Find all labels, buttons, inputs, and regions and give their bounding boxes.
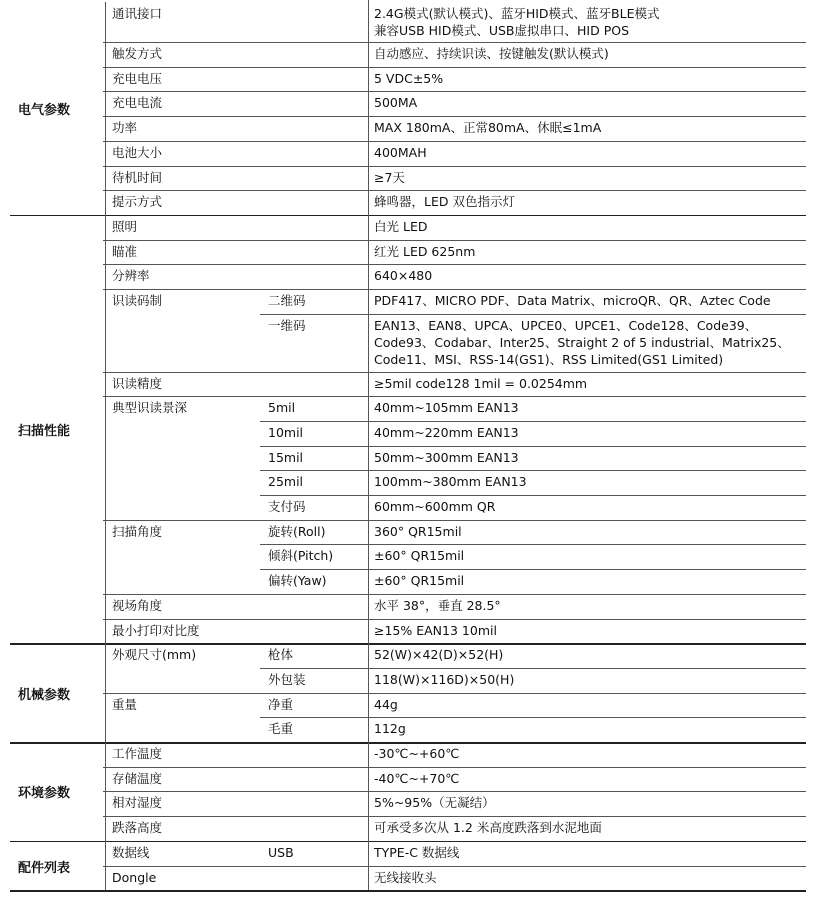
section-divider xyxy=(10,890,806,892)
row-divider xyxy=(103,67,806,68)
row-label: 外观尺寸(mm) xyxy=(112,647,197,663)
row-divider xyxy=(103,289,806,290)
row-divider xyxy=(260,668,806,669)
row-sub-label: 支付码 xyxy=(268,499,306,514)
row-value: PDF417、MICRO PDF、Data Matrix、microQR、QR、Aztec Code xyxy=(374,293,771,308)
row-label: 充电电压 xyxy=(112,70,163,86)
row-divider xyxy=(103,693,806,694)
row-value: ±60° QR15mil xyxy=(374,573,465,589)
section-divider xyxy=(10,643,806,645)
row-value: 360° QR15mil xyxy=(374,523,462,539)
row-label: 典型识读景深 xyxy=(112,400,188,416)
row-divider xyxy=(103,520,806,521)
column-divider xyxy=(105,841,106,890)
row-divider xyxy=(103,190,806,191)
row-value: 自动感应、持续识读、按键触发(默认模式) xyxy=(374,46,609,61)
row-label: 电池大小 xyxy=(112,144,163,160)
row-value: 白光 LED xyxy=(374,218,428,234)
row-value: 60mm~600mm QR xyxy=(374,499,496,514)
row-sub-label: 外包装 xyxy=(268,671,306,687)
row-sub-label: USB xyxy=(268,844,294,860)
row-label: 照明 xyxy=(112,218,138,234)
row-value: ≥5mil code128 1mil = 0.0254mm xyxy=(374,375,588,391)
row-sub-label: 倾斜(Pitch) xyxy=(268,548,334,564)
row-divider xyxy=(103,42,806,43)
row-value: 100mm~380mm EAN13 xyxy=(374,474,527,490)
row-sub-label: 毛重 xyxy=(268,721,294,737)
row-sub-label: 偏转(Yaw) xyxy=(268,573,327,589)
row-value: ±60° QR15mil xyxy=(374,548,465,564)
category-label: 配件列表 xyxy=(18,860,71,876)
row-label: 重量 xyxy=(112,696,138,712)
row-value: -30℃~+60℃ xyxy=(374,746,460,761)
row-value: EAN13、EAN8、UPCA、UPCE0、UPCE1、Code128、Code39、 xyxy=(374,317,758,333)
row-divider xyxy=(260,446,806,447)
row-divider xyxy=(260,569,806,570)
row-divider xyxy=(103,791,806,792)
row-value: 400MAH xyxy=(374,144,427,160)
row-divider xyxy=(260,495,806,496)
row-value: Code93、Codabar、Inter25、Straight 2 of 5 industrial、Matrix25、 xyxy=(374,334,790,350)
row-divider xyxy=(103,264,806,265)
row-value: 640×480 xyxy=(374,268,433,284)
row-value: 50mm~300mm EAN13 xyxy=(374,449,519,465)
row-sub-label: 二维码 xyxy=(268,293,306,308)
row-label: 识读精度 xyxy=(112,375,163,391)
row-divider xyxy=(103,594,806,595)
row-label: 瞄准 xyxy=(112,243,138,259)
row-divider xyxy=(103,372,806,373)
row-sub-label: 5mil xyxy=(268,400,296,416)
row-value: 兼容USB HID模式、USB虚拟串口、HID POS xyxy=(374,23,629,38)
row-value: 44g xyxy=(374,696,398,712)
row-label: 待机时间 xyxy=(112,169,163,185)
row-value: ≥15% EAN13 10mil xyxy=(374,622,497,638)
row-label: 充电电流 xyxy=(112,95,163,111)
row-sub-label: 枪体 xyxy=(268,647,294,663)
column-divider xyxy=(105,643,106,742)
row-label: 存储温度 xyxy=(112,770,163,786)
row-value: 5%~95%（无凝结） xyxy=(374,795,495,811)
row-label: 跌落高度 xyxy=(112,820,163,836)
row-value: 40mm~220mm EAN13 xyxy=(374,424,519,440)
row-sub-label: 10mil xyxy=(268,424,304,440)
row-divider xyxy=(103,816,806,817)
row-value: -40℃~+70℃ xyxy=(374,770,460,786)
row-label: 触发方式 xyxy=(112,46,163,61)
row-label: 提示方式 xyxy=(112,194,163,210)
row-value: Code11、MSI、RSS-14(GS1)、RSS Limited(GS1 Limited) xyxy=(374,351,724,367)
section-divider xyxy=(10,841,806,843)
row-divider xyxy=(103,166,806,167)
category-label: 机械参数 xyxy=(18,687,71,703)
row-label: 识读码制 xyxy=(112,293,163,308)
row-value: 5 VDC±5% xyxy=(374,70,444,86)
value-column-divider xyxy=(368,0,369,890)
row-divider xyxy=(103,141,806,142)
row-divider xyxy=(103,619,806,620)
row-label: 数据线 xyxy=(112,844,150,860)
row-sub-label: 15mil xyxy=(268,449,304,465)
row-value: 红光 LED 625nm xyxy=(374,243,476,259)
section-divider xyxy=(10,215,806,217)
row-value: ≥7天 xyxy=(374,169,405,185)
row-divider xyxy=(103,240,806,241)
row-value: TYPE-C 数据线 xyxy=(374,844,460,860)
row-label: 工作温度 xyxy=(112,746,163,761)
row-label: 功率 xyxy=(112,120,138,136)
row-divider xyxy=(260,717,806,718)
row-divider xyxy=(103,866,806,867)
row-label: 通讯接口 xyxy=(112,6,163,21)
column-divider xyxy=(105,215,106,643)
column-divider xyxy=(105,2,106,215)
row-value: 112g xyxy=(374,721,406,737)
row-sub-label: 旋转(Roll) xyxy=(268,523,326,539)
row-label: 扫描角度 xyxy=(112,523,163,539)
row-divider xyxy=(103,91,806,92)
row-value: 52(W)×42(D)×52(H) xyxy=(374,647,504,663)
row-label: 分辨率 xyxy=(112,268,150,284)
row-value: 2.4G模式(默认模式)、蓝牙HID模式、蓝牙BLE模式 xyxy=(374,6,660,21)
column-divider xyxy=(105,742,106,841)
row-sub-label: 一维码 xyxy=(268,317,306,333)
category-label: 环境参数 xyxy=(18,786,71,802)
row-divider xyxy=(103,116,806,117)
row-sub-label: 25mil xyxy=(268,474,304,490)
category-label: 电气参数 xyxy=(18,103,71,119)
section-divider xyxy=(10,742,806,744)
category-label: 扫描性能 xyxy=(18,424,71,440)
row-value: MAX 180mA、正常80mA、休眠≤1mA xyxy=(374,120,602,136)
row-value: 可承受多次从 1.2 米高度跌落到水泥地面 xyxy=(374,820,602,836)
row-value: 118(W)×116D)×50(H) xyxy=(374,671,515,687)
row-value: 无线接收头 xyxy=(374,869,437,885)
row-label: 相对湿度 xyxy=(112,795,163,811)
row-value: 水平 38°，垂直 28.5° xyxy=(374,597,501,613)
row-value: 500MA xyxy=(374,95,418,111)
row-divider xyxy=(260,544,806,545)
row-label: Dongle xyxy=(112,869,157,885)
row-divider xyxy=(260,421,806,422)
row-divider xyxy=(260,470,806,471)
row-value: 40mm~105mm EAN13 xyxy=(374,400,519,416)
row-divider xyxy=(103,767,806,768)
row-sub-label: 净重 xyxy=(268,696,294,712)
row-label: 视场角度 xyxy=(112,597,163,613)
row-divider xyxy=(103,396,806,397)
row-label: 最小打印对比度 xyxy=(112,622,200,638)
row-value: 蜂鸣器，LED 双色指示灯 xyxy=(374,194,515,210)
row-divider xyxy=(260,314,806,315)
